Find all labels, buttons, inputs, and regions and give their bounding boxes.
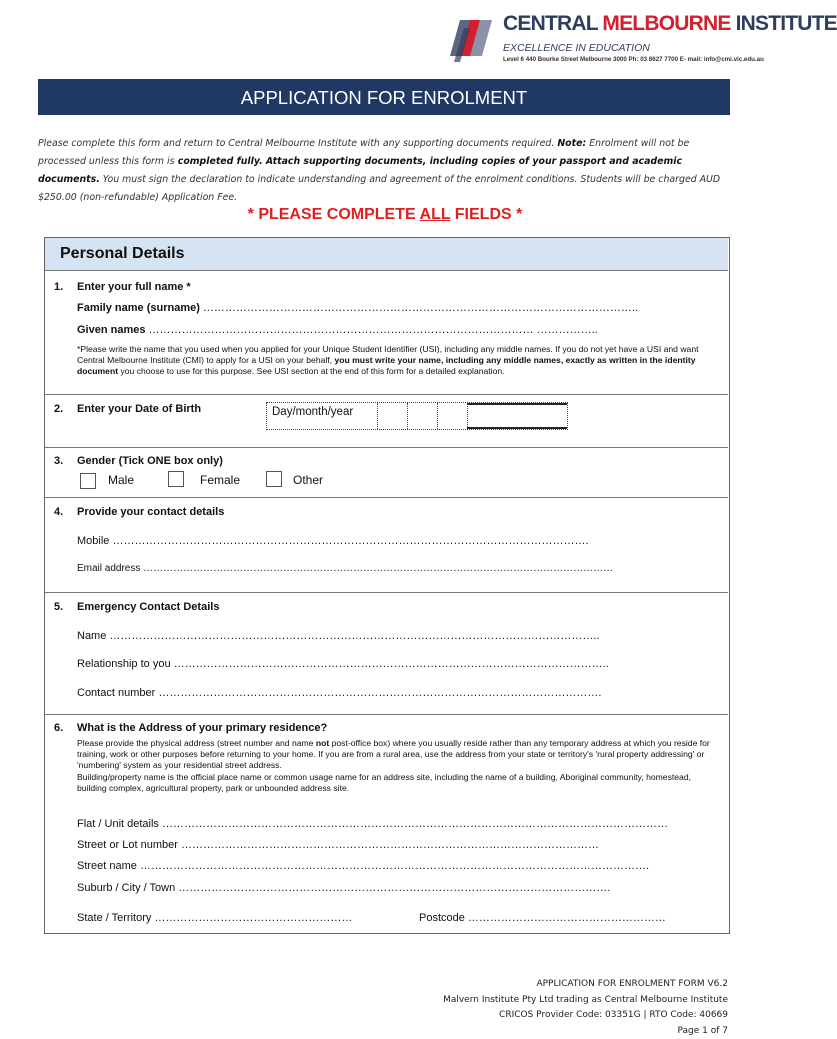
usi-note-b: you choose to use for this purpose. See USI section at the end of this form for a detailed explanation. xyxy=(118,366,504,376)
street-lot-number-field[interactable]: Street or Lot number …………………………………………………………………………………………………… xyxy=(77,839,717,851)
flat-unit-field[interactable]: Flat / Unit details ………………………………………………………………………………………………………………………… xyxy=(77,818,717,830)
warning-post: FIELDS * xyxy=(450,206,522,223)
intro-paragraph xyxy=(38,135,728,207)
state-territory-field[interactable]: State / Territory ……………………………………………… xyxy=(77,912,417,924)
given-names-label: Given names xyxy=(77,324,145,336)
q2-number: 2. xyxy=(54,403,63,415)
page-title: APPLICATION FOR ENROLMENT xyxy=(38,79,730,115)
intro-text-3: You must sign the declaration to indicate understanding and agreement of the enrolment conditions. Students will be charged AUD $250.00 (non-refundable) Application Fee. xyxy=(38,174,720,203)
suburb-city-town-field[interactable]: Suburb / City / Town ………………………………………………………………………………………………………. xyxy=(77,882,717,894)
divider xyxy=(45,592,728,593)
q1-number: 1. xyxy=(54,281,63,293)
divider xyxy=(45,497,728,498)
institute-address: Level 6 440 Bourke Street Melbourne 3000 Ph: 03 8627 7700 E- mail: info@cmi.vic.edu.au xyxy=(503,56,764,63)
gender-male-label: Male xyxy=(108,473,134,487)
q2-label: Enter your Date of Birth xyxy=(77,403,201,415)
intro-bold-requirement: completed fully. Attach supporting documents, including copies of your passport and academic documents. xyxy=(38,156,682,185)
postcode-field[interactable]: Postcode ……………………………………………… xyxy=(419,912,719,924)
page-footer xyxy=(443,977,728,1039)
footer-page-number: Page 1 of 7 xyxy=(443,1024,728,1039)
usi-name-note xyxy=(77,344,721,378)
divider xyxy=(45,394,728,395)
q5-label: Emergency Contact Details xyxy=(77,601,219,613)
q6-label: What is the Address of your primary residence? xyxy=(77,722,327,734)
dob-placeholder: Day/month/year xyxy=(272,406,353,418)
intro-note-label: Note: xyxy=(557,138,586,149)
family-name-field[interactable] xyxy=(77,302,717,314)
address-desc-not: not xyxy=(313,738,329,748)
footer-form-version: APPLICATION FOR ENROLMENT FORM V6.2 xyxy=(443,977,728,993)
logo-word-central: CENTRAL xyxy=(503,12,597,35)
family-name-dots: ……………………………………………………………………………………………………….. xyxy=(200,302,638,314)
logo-word-institute: INSTITUTE xyxy=(736,12,837,35)
given-names-dots: …………………………………………………………………………………………… …………….. xyxy=(145,324,597,336)
q4-label: Provide your contact details xyxy=(77,506,224,518)
tagline: EXCELLENCE IN EDUCATION xyxy=(503,42,650,54)
q6-number: 6. xyxy=(54,722,63,734)
family-name-label: Family name (surname) xyxy=(77,302,200,314)
q1-label: Enter your full name * xyxy=(77,281,191,293)
logo-word-melbourne: MELBOURNE xyxy=(602,12,730,35)
section-header xyxy=(45,238,728,271)
q5-number: 5. xyxy=(54,601,63,613)
q3-label: Gender (Tick ONE box only) xyxy=(77,455,223,467)
mobile-field[interactable]: Mobile …………………………………………………………………………………………………………………. xyxy=(77,535,717,547)
address-desc-a: Please provide the physical address (street number and name xyxy=(77,738,313,748)
institute-logo-icon xyxy=(446,12,500,64)
footer-provider-codes: CRICOS Provider Code: 03351G | RTO Code: 40669 xyxy=(443,1008,728,1024)
gender-male-checkbox[interactable] xyxy=(80,473,96,489)
address-desc-c: Building/property name is the official place name or common usage name for an address site, including the name of a building, Aboriginal community, homestead, building complex, agricultural property, park or unbounded address site. xyxy=(77,772,691,793)
complete-all-fields-warning xyxy=(0,206,770,224)
footer-trading-name: Malvern Institute Pty Ltd trading as Central Melbourne Institute xyxy=(443,993,728,1009)
usi-note-a: *Please write the name that you used when you applied for your Unique Student Identifier (USI), including any middle names. If you do not yet have a USI and want Central Melbourne Institute (CMI) to apply for a USI on your behalf, xyxy=(77,344,699,365)
divider xyxy=(45,714,728,715)
warning-pre: * PLEASE COMPLETE xyxy=(248,206,420,223)
street-name-field[interactable]: Street name …………………………………………………………………………………………………………………………. xyxy=(77,860,717,872)
email-field[interactable]: Email address …………………………………………………………………………………………………………………………… xyxy=(77,563,717,574)
emergency-contact-number-field[interactable]: Contact number …………………………………………………………………………………………………………. xyxy=(77,687,717,699)
intro-text-1: Please complete this form and return to Central Melbourne Institute with any supporting documents required. xyxy=(38,138,554,149)
warning-all: ALL xyxy=(420,206,451,223)
address-desc-b: post-office box) where you usually reside rather than any temporary address at which you reside for training, work or other purposes before returning to your home. If you are from a rural area, use the address from your state or territory's 'rural property addressing' or 'numbering' system as your residential street address. xyxy=(77,738,710,770)
section-title: Personal Details xyxy=(60,245,185,263)
divider xyxy=(45,447,728,448)
q4-number: 4. xyxy=(54,506,63,518)
usi-note-bold: you must write your name, including any middle names, exactly as written in the identity document xyxy=(77,355,696,376)
address-instructions xyxy=(77,738,721,794)
q3-number: 3. xyxy=(54,455,63,467)
gender-other-label: Other xyxy=(293,473,323,487)
institute-name xyxy=(503,12,837,36)
intro-text-2: Enrolment will not be processed unless this form is xyxy=(38,138,689,167)
gender-other-checkbox[interactable] xyxy=(266,471,282,487)
emergency-name-field[interactable]: Name …………………………………………………………………………………………………………………….. xyxy=(77,630,717,642)
given-names-field[interactable] xyxy=(77,324,717,336)
gender-female-label: Female xyxy=(200,473,240,487)
emergency-relationship-field[interactable]: Relationship to you ……………………………………………………………………………………………………….. xyxy=(77,658,717,670)
gender-female-checkbox[interactable] xyxy=(168,471,184,487)
